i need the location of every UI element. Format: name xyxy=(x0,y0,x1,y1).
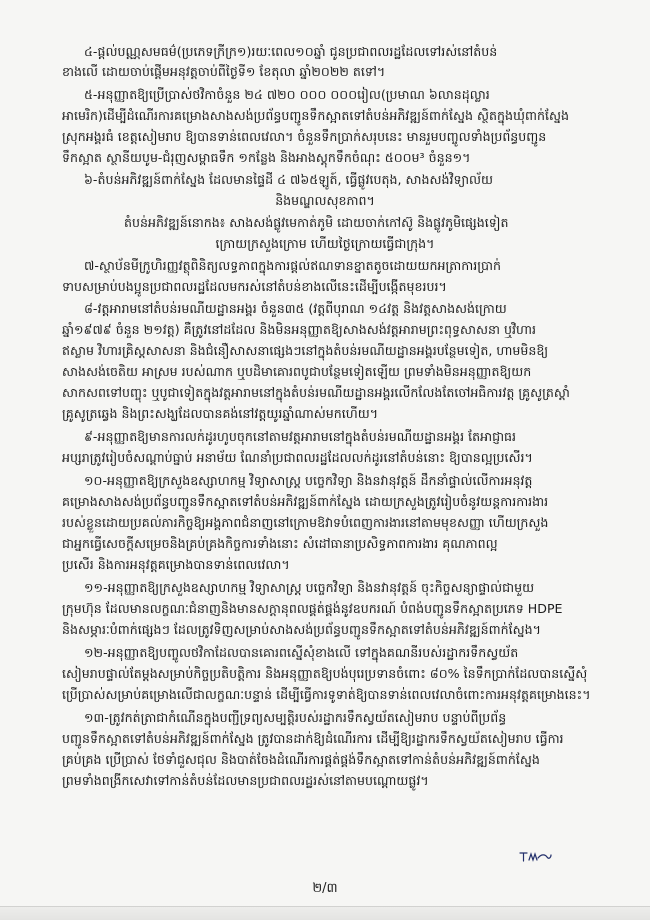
paragraph-5-line-1: ៥-អនុញ្ញាតឱ្យប្រើប្រាស់ថវិកាចំនួន ២៤ ៧២០ ០០០ ០០០រៀល(ប្រមាណ ៦លានដុល្លារ xyxy=(84,87,490,102)
paragraph-10-line-2: គម្រោងសាងសង់ប្រព័ន្ធបញ្ជូនទឹកស្អាតទៅតំបន់អភិវឌ្ឍន៍ពាក់ស្នែង ដោយក្រសួងត្រូវរៀបចំនូវយន្តការការងារ xyxy=(62,494,549,509)
paragraph-10-line-4: ជាអ្នកធ្វើសេចក្ដីសម្រេចនិងគ្រប់គ្រងកិច្ចការទាំងនោះ សំដៅធានាប្រសិទ្ធភាពការងារ គុណភាពល្អ xyxy=(62,536,498,551)
paragraph-13-line-2: បញ្ជូនទឹកស្អាតទៅតំបន់អភិវឌ្ឍន៍ពាក់ស្នែង ត្រូវបានដាក់ឱ្យដំណើរការ ដើម្បីឱ្យរដ្ឋាករទឹកស្វយ័តសៀមរាប ធ្វើការ xyxy=(62,731,564,746)
paragraph-6-line-2: និងមណ្ឌលសុខភាព។ xyxy=(275,193,375,208)
paragraph-12-line-3: ប្រើប្រាស់សម្រាប់គម្រោងលើជាលក្ខណៈបន្ទាន់ ដើម្បីធ្វើការទូទាត់ឱ្យបានទាន់ពេលវេលាចំពោះការអនុវត្តគម្រោងនេះ។ xyxy=(62,687,591,702)
paragraph-9-line-2: អប្សរាត្រូវរៀបចំសណ្ដាប់ធ្នាប់ អនាម័យ ណែនាំប្រជាពលរដ្ឋដែលលក់ដូរនៅតំបន់នោះ ឱ្យបានល្អប្រសើរ។ xyxy=(62,450,533,465)
paragraph-13-line-1: ១៣-ត្រូវកត់ត្រាជាកំណើនក្នុងបញ្ជីទ្រព្យសម្បត្តិរបស់រដ្ឋាករទឹកស្វយ័តសៀមរាប បន្ទាប់ពីប្រព័ន្ធ xyxy=(84,710,507,725)
paragraph-8-line-3: ឥស្លាម វិហារគ្រិស្តសាសនា និងជំនឿសាសនាផ្សេងៗនៅក្នុងតំបន់រមណីយដ្ឋានអង្គរបន្ថែមទៀត, ហាមមិនឱ្យ xyxy=(62,343,549,358)
paragraph-13-line-4: ព្រមទាំងពង្រីកសេវាទៅកាន់តំបន់ដែលមានប្រជាពលរដ្ឋរស់នៅតាមបណ្ដោយផ្លូវ។ xyxy=(62,773,429,788)
paragraph-7-line-2: ទាបសម្រាប់បងប្អូនប្រជាពលរដ្ឋដែលមករស់នៅតំបន់ខាងលើនេះដើម្បីបង្កើតមុខរបរ។ xyxy=(62,279,447,294)
paragraph-11-line-3: និងសម្ភារៈបំពាក់ផ្សេងៗ ដែលត្រូវទិញសម្រាប់សាងសង់ប្រព័ន្ធបញ្ជូនទឹកស្អាតទៅតំបន់អភិវឌ្ឍន៍ពាក់ស្នែង។ xyxy=(62,622,541,637)
paragraph-10-line-1: ១០-អនុញ្ញាតឱ្យក្រសួងឧស្សាហកម្ម វិទ្យាសាស្ត្រ បច្ចេកវិទ្យា និងនវានុវត្តន៍ ដឹកនាំផ្ទាល់លើការអនុវត្ត xyxy=(84,473,533,488)
paragraph-6-line-1: ៦-តំបន់អភិវឌ្ឍន៍ពាក់ស្នែង ដែលមានផ្ទៃដី ៤ ៧៦៥ឡូត៍, ធ្វើផ្លូវបេតុង, សាងសង់វិទ្យាល័យ xyxy=(84,172,494,187)
paragraph-4-line-1: ៤-ផ្ដល់បណ្ណសមធម៌(ប្រភេទក្រីក្រ១)រយៈពេល១០ឆ្នាំ ជូនប្រជាពលរដ្ឋដែលទៅរស់នៅតំបន់ xyxy=(84,44,498,59)
paragraph-12-line-2: សៀមរាបផ្ទាល់តែម្ដងសម្រាប់កិច្ចប្រតិបត្តិការ និងអនុញ្ញាតឱ្យបង់បុរេប្រទានចំពោះ ៨០% នៃទឹកប្រាក់ដែលបានស្នើសុំ xyxy=(62,666,588,681)
paragraph-8-line-1: ៨-វត្តអារាមនៅតំបន់រមណីយដ្ឋានអង្គរ ចំនួន៣៥ (វត្តពីបុរាណ ១៤វត្ត និងវត្តសាងសង់ក្រោយ xyxy=(84,301,507,316)
paragraph-10-line-3: របស់ខ្លួនដោយប្រគល់ភារកិច្ចឱ្យអង្គភាពជំនាញនៅក្រោមឱវាទបំពេញការងារនៅតាមមុខសញ្ញា ហើយក្រសួង xyxy=(62,515,549,530)
paragraph-8-line-5: សាកសពទៅបញ្ចុះ ឬបូជាទៀតក្នុងវត្តអារាមនៅក្នុងតំបន់រមណីយដ្ឋានអង្គរលើកលែងតែចៅអធិការវត្ត គ្រូសូត្រស្ដាំ xyxy=(62,385,570,400)
paragraph-6-line-3: តំបន់អភិវឌ្ឍន៍នោកង៖ សាងសង់ផ្លូវមេកាត់ភូមិ ដោយចាក់កៅស៊ូ និងផ្លូវភូមិផ្សេងទៀត xyxy=(124,215,509,230)
paragraph-4-line-2: ខាងលើ ដោយចាប់ផ្ដើមអនុវត្តចាប់ពីថ្ងៃទី១ ខែតុលា ឆ្នាំ២០២២ តទៅ។ xyxy=(62,64,386,79)
initials-signature xyxy=(518,849,552,863)
paragraph-9-line-1: ៩-អនុញ្ញាតឱ្យមានការលក់ដូរហូបចុកនៅតាមវត្តអារាមនៅក្នុងតំបន់រមណីយដ្ឋានអង្គរ តែអាជ្ញាធរ xyxy=(84,429,517,444)
scan-edge xyxy=(0,906,650,920)
paragraph-6-line-4: ក្រោយក្រសួងក្រោម ហើយថ្ងៃក្រោយធ្វើជាក្រុង។ xyxy=(215,236,435,251)
paragraph-8-line-4: សាងសង់ចេតិយ អាស្រម របស់ណាក ឬបដិមាគោរពបូជាបន្ថែមទៀតឡើយ ព្រមទាំងមិនអនុញ្ញាតឱ្យយក xyxy=(62,364,532,379)
paragraph-5-line-2: អាមេរិក)ដើម្បីដំណើរការគម្រោងសាងសង់ប្រព័ន្ធបញ្ជូនទឹកស្អាតទៅតំបន់អភិវឌ្ឍន៍ពាក់ស្នែង ស្ថិតក្នុងឃុំពាក់ស្នែង xyxy=(62,108,569,123)
paragraph-5-line-4: ទឹកស្អាត ស្ថានីយបូម-ជំរុញសម្ពាធទឹក ១កន្លែង និងអាងស្ដុកទឹកចំណុះ ៥០០ម³ ចំនួន១។ xyxy=(62,150,471,165)
paragraph-8-line-2: ឆ្នាំ១៩៧៩ ចំនួន ២១វត្ត) គឺត្រូវនៅដដែល និងមិនអនុញ្ញាតឱ្យសាងសង់វត្តអារាមព្រះពុទ្ធសាសនា ឬវិហារ xyxy=(62,322,536,337)
page-number: ២/៣ xyxy=(312,881,338,896)
paragraph-13-line-3: គ្រប់គ្រង ប្រើប្រាស់ ថែទាំជួសជុល និងបាត់ចែងដំណើរការផ្គត់ផ្គង់ទឹកស្អាតទៅកាន់តំបន់អភិវឌ្ឍន៍ពាក់ស្នែង xyxy=(62,752,540,767)
paragraph-8-line-6: គ្រូសូត្រឆ្វេង និងព្រះសង្ឃដែលបានគង់នៅវត្តយូរឆ្នាំណាស់មកហើយ។ xyxy=(62,406,379,421)
paragraph-10-line-5: ប្រសើរ និងការអនុវត្តគម្រោងបានទាន់ពេលវេលា។ xyxy=(62,557,290,572)
paragraph-5-line-3: ស្រុកអង្គរធំ ខេត្តសៀមរាប ឱ្យបានទាន់ពេលវេលា។ ចំនួនទឹកប្រាក់សរុបនេះ មានរួមបញ្ចូលទាំងប្រព័ន្ធបញ្ជូន xyxy=(62,129,547,144)
paragraph-11-line-2: ក្រុមហ៊ុន ដែលមានលក្ខណៈជំនាញនិងមានសក្ដានុពលផ្គត់ផ្គង់នូវឧបករណ៍ បំពង់បញ្ជូនទឹកស្អាតប្រភេទ HDPE xyxy=(62,601,563,616)
paragraph-11-line-1: ១១-អនុញ្ញាតឱ្យក្រសួងឧស្សាហកម្ម វិទ្យាសាស្ត្រ បច្ចេកវិទ្យា និងនវានុវត្តន៍ ចុះកិច្ចសន្យាផ្ទាល់ជាមួយ xyxy=(84,580,535,595)
paragraph-7-line-1: ៧-ស្ថាប័នមីក្រូហិរញ្ញវត្ថុពិនិត្យលទ្ធភាពក្នុងការផ្ដល់ឥណទានខ្នាតតូចដោយយកអត្រាការប្រាក់ xyxy=(84,258,501,273)
paragraph-12-line-1: ១២-អនុញ្ញាតឱ្យបញ្ចូលថវិកាដែលបានគោរពស្នើសុំខាងលើ ទៅក្នុងគណនីរបស់រដ្ឋាករទឹកស្វយ័ត xyxy=(84,645,519,660)
